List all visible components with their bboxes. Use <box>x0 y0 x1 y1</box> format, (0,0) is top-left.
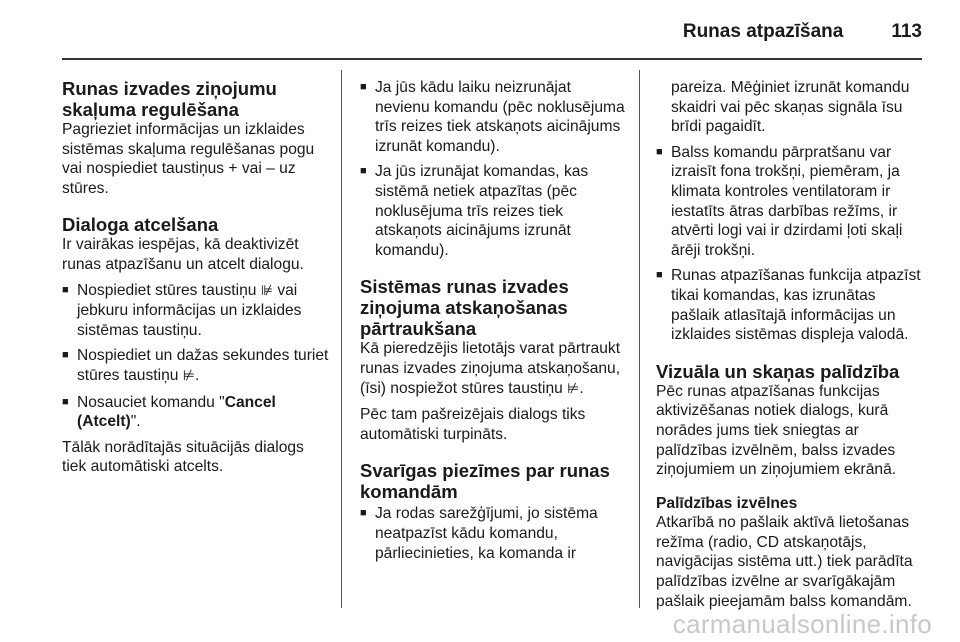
section-heading: Svarīgas piezīmes par runas komandām <box>360 460 610 503</box>
list-item: ■ Balss komandu pārpratšanu var izraisīt fona trokšņi, piemēram, ja klimata kontroles ventilatoram ir iestatīts ātras darbības režīms, ir atvērti logi vai ir dzirdami ļoti skaļi ārēji trokšņi. <box>656 143 926 261</box>
list-item: ■ Ja rodas sarežģījumi, jo sistēma neatpazīst kādu komandu, pārliecinieties, ka komanda ir <box>360 504 626 563</box>
column-2 <box>360 78 626 563</box>
paragraph: Pēc runas atpazīšanas funkcijas aktivizēšanas notiek dialogs, kurā norādes jums tiek sniegtas ar palīdzības izvēlnēm, balss izvades ziņojumiem un ziņojumiem ekrānā. <box>656 382 897 479</box>
column-3 <box>656 78 926 611</box>
paragraph: Atkarībā no pašlaik aktīvā lietošanas režīma (radio, CD atskaņotājs, navigācijas sistēma utt.) tiek parādīta palīdzības izvēlne ar svarīgākajām pašlaik pieejamām balss komandām. <box>656 514 913 610</box>
column-divider <box>639 70 640 608</box>
page-number: 113 <box>891 21 922 42</box>
page-title: Runas atpazīšana <box>682 21 844 42</box>
section-heading: Dialoga atcelšana <box>62 214 219 236</box>
voice-icon: ⊭ <box>567 380 580 397</box>
header-rule <box>62 58 922 60</box>
paragraph: Kā pieredzējis lietotājs varat pārtraukt runas izvades ziņojuma atskaņošanu, (īsi) nospiežot stūres taustiņu ⊭. <box>360 340 621 397</box>
list-item: ■ Ja jūs kādu laiku neizrunājat nevienu komandu (pēc noklusējuma trīs reizes tiek atskaņots aicinājums izrunāt komandu). <box>360 78 626 156</box>
paragraph: Pēc tam pašreizējais dialogs tiks automātiski turpināts. <box>360 406 586 443</box>
list-item-continued: pareiza. Mēģiniet izrunāt komandu skaidri vai pēc skaņas signāla īsu brīdi pagaidīt. <box>671 79 910 136</box>
section-heading: Sistēmas runas izvades ziņojuma atskaņošanas pārtraukšana <box>360 276 569 340</box>
section-heading: Vizuāla un skaņas palīdzība <box>656 360 900 382</box>
paragraph: Ir vairākas iespējas, kā deaktivizēt runas atpazīšanu un atcelt dialogu. <box>62 236 304 273</box>
list-item: ■ Ja jūs izrunājat komandas, kas sistēmā netiek atpazītas (pēc noklusējuma trīs reizes tiek atskaņots aicinājums izrunāt komandu). <box>360 162 626 260</box>
list-item: ■ Runas atpazīšanas funkcija atpazīst tikai komandas, kas izrunātas pašlaik atlasītajā informācijas un izklaides sistēmas displeja valodā. <box>656 266 926 344</box>
bullet-list <box>656 78 926 345</box>
paragraph: Tālāk norādītajās situācijās dialogs tiek automātiski atcelts. <box>62 438 304 476</box>
bullet-list <box>360 78 626 260</box>
voice-off-icon: ⊯ <box>260 282 273 299</box>
list-item: ■ Nospiediet stūres taustiņu ⊯ vai jebkuru informācijas un izklaides sistēmas taustiņu. <box>62 281 330 341</box>
section-heading: Runas izvades ziņojumu skaļuma regulēšana <box>62 78 277 120</box>
list-item: ■ Nospiediet un dažas sekundes turiet stūres taustiņu ⊭. <box>62 346 330 386</box>
bullet-list <box>62 281 330 432</box>
page-header <box>62 12 922 52</box>
voice-icon: ⊭ <box>182 367 195 384</box>
subsection-heading: Palīdzības izvēlnes <box>656 494 798 512</box>
column-1 <box>62 78 330 477</box>
bullet-list <box>360 504 626 563</box>
watermark: carmanualsonline.info <box>672 609 932 639</box>
column-divider <box>341 70 342 608</box>
paragraph: Pagrieziet informācijas un izklaides sistēmas skaļuma regulēšanas pogu vai nospiediet taustiņus + vai – uz stūres. <box>62 121 315 197</box>
list-item: ■ Nosauciet komandu "Cancel (Atcelt)". <box>62 393 330 432</box>
